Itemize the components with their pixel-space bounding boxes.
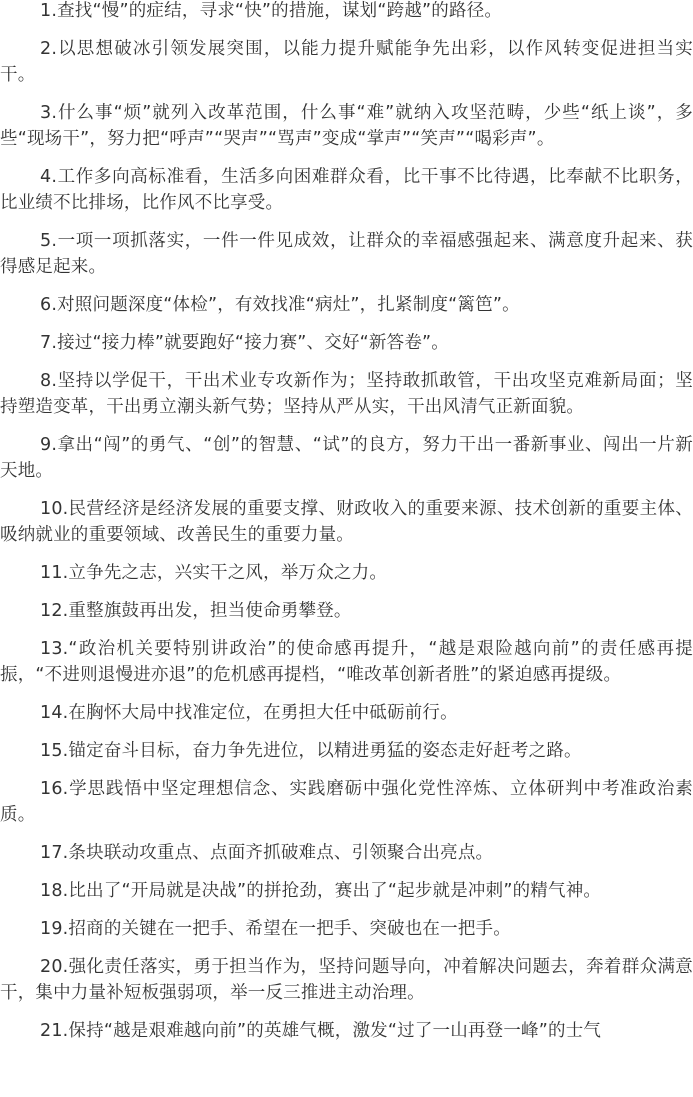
paragraph-17: 17.条块联动攻重点、点面齐抓破难点、引领聚合出亮点。 <box>40 843 494 863</box>
paragraph-14: 14.在胸怀大局中找准定位，在勇担大任中砥砺前行。 <box>40 703 458 723</box>
paragraph-3: 3.什么事“烦”就列入改革范围，什么事“难”就纳入攻坚范畴，少些“纸上谈”，多些“现场干”，努力把“呼声”“哭声”“骂声”变成“掌声”“笑声”“喝彩声”。 <box>0 103 693 149</box>
paragraph-7: 7.接过“接力棒”就要跑好“接力赛”、交好“新答卷”。 <box>40 333 449 353</box>
paragraph-18: 18.比出了“开局就是决战”的拼抢劲，赛出了“起步就是冲刺”的精气神。 <box>40 881 602 901</box>
paragraph-6: 6.对照问题深度“体检”，有效找准“病灶”，扎紧制度“篱笆”。 <box>40 295 520 315</box>
paragraph-16: 16.学思践悟中坚定理想信念、实践磨砺中强化党性淬炼、立体研判中考准政治素质。 <box>0 779 693 825</box>
paragraph-15: 15.锚定奋斗目标，奋力争先进位，以精进勇猛的姿态走好赶考之路。 <box>40 741 582 761</box>
paragraph-2: 2.以思想破冰引领发展突围，以能力提升赋能争先出彩，以作风转变促进担当实干。 <box>0 39 693 85</box>
paragraph-12: 12.重整旗鼓再出发，担当使命勇攀登。 <box>40 601 352 621</box>
paragraph-9: 9.拿出“闯”的勇气、“创”的智慧、“试”的良方，努力干出一番新事业、闯出一片新天地。 <box>0 435 693 481</box>
paragraph-5: 5.一项一项抓落实，一件一件见成效，让群众的幸福感强起来、满意度升起来、获得感足起来。 <box>0 231 693 277</box>
paragraph-11: 11.立争先之志，兴实干之风，举万众之力。 <box>40 563 388 583</box>
paragraph-13: 13.“政治机关要特别讲政治”的使命感再提升，“越是艰险越向前”的责任感再提振，“不进则退慢进亦退”的危机感再提档，“唯改革创新者胜”的紧迫感再提级。 <box>0 639 693 685</box>
paragraph-21: 21.保持“越是艰难越向前”的英雄气概，激发“过了一山再登一峰”的士气 <box>40 1021 602 1041</box>
paragraph-1: 1.查找“慢”的症结，寻求“快”的措施，谋划“跨越”的路径。 <box>40 1 503 21</box>
paragraph-8: 8.坚持以学促干，干出术业专攻新作为；坚持敢抓敢管，干出攻坚克难新局面；坚持塑造变革，干出勇立潮头新气势；坚持从严从实，干出风清气正新面貌。 <box>0 371 693 417</box>
paragraph-10: 10.民营经济是经济发展的重要支撑、财政收入的重要来源、技术创新的重要主体、吸纳就业的重要领域、改善民生的重要力量。 <box>0 499 693 545</box>
paragraph-4: 4.工作多向高标准看，生活多向困难群众看，比干事不比待遇，比奉献不比职务，比业绩不比排场，比作风不比享受。 <box>0 167 693 213</box>
paragraph-19: 19.招商的关键在一把手、希望在一把手、突破也在一把手。 <box>40 919 511 939</box>
paragraph-20: 20.强化责任落实，勇于担当作为，坚持问题导向，冲着解决问题去，奔着群众满意干，集中力量补短板强弱项，举一反三推进主动治理。 <box>0 957 693 1003</box>
